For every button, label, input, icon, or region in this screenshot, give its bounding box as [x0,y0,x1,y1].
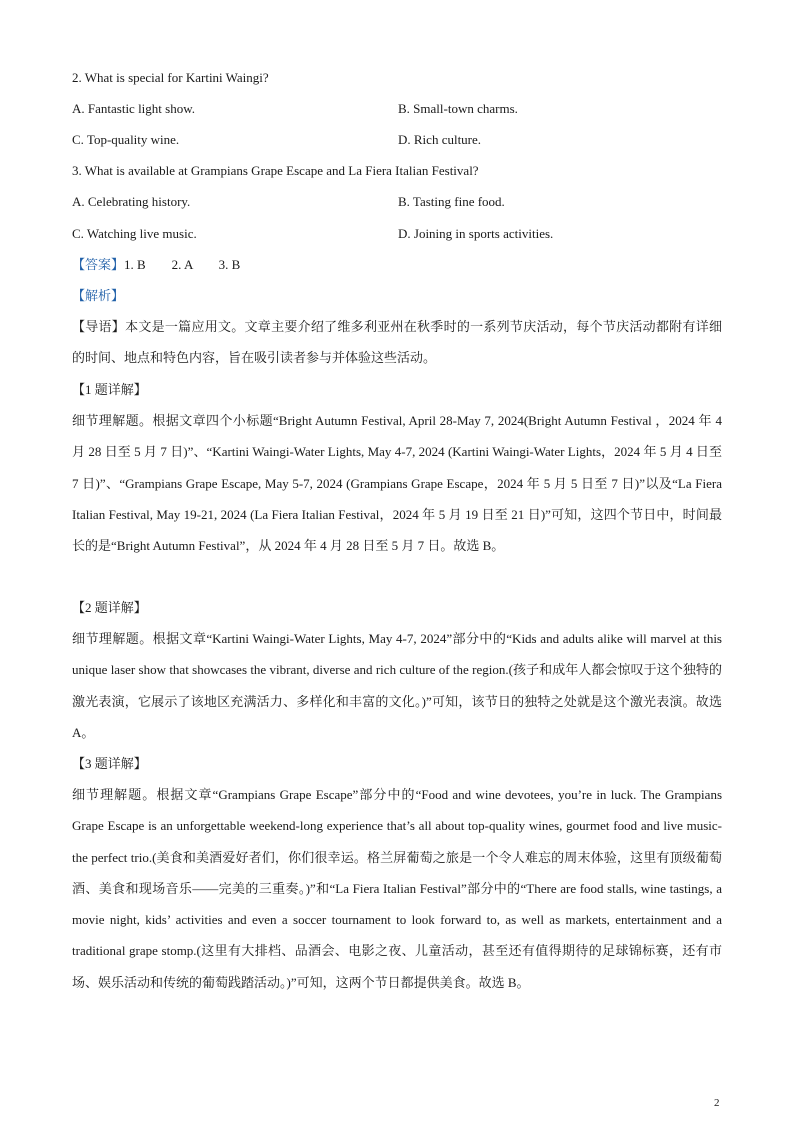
detail-1-paragraph: 细节理解题。根据文章四个小标题“Bright Autumn Festival, April 28-May 7, 2024(Bright Autumn Festival ，2024 年 4 月 28 日至 5 月 7 日)”、“Kartini Waingi-Water Lights, May 4-7, 2024 (Kartini Waingi-Water Lights，2024 年 5 月 4 日至 7 日)”、“Grampians Grape Escape, May 5-7, 2024 (Grampians Grape Escape，2024 年 5 月 5 日至 7 日)”以及“La Fiera Italian Festival, May 19-21, 2024 (La Fiera Italian Festival，2024 年 5 月 19 日至 21 日)”可知，这四个节日中，时间最长的是“Bright Autumn Festival”，从 2024 年 4 月 28 日至 5 月 7 日。故选 B。 [72,413,722,554]
answer-label: 【答案】 [72,257,125,272]
question-3-option-b: B. Tasting fine food. [398,194,505,209]
analysis-label: 【解析】 [72,288,125,303]
question-2-option-a: A. Fantastic light show. [72,101,196,116]
answer-line [72,256,240,274]
question-3-option-a: A. Celebrating history. [72,194,191,209]
detail-3-paragraph: 细节理解题。根据文章“Grampians Grape Escape”部分中的“Food and wine devotees, you’re in luck. The Grampians Grape Escape is an unforgettable weekend-long experience that’s all about top-quality wines, gourmet food and live music- the perfect trio.(美食和美酒爱好者们，你们很幸运。格兰屏葡萄之旅是一个令人难忘的周末体验，这里有顶级葡萄酒、美食和现场音乐——完美的三重奏。)”和“La Fiera Italian Festival”部分中的“There are food stalls, wine tastings, a movie night, kids’ activities and even a soccer tournament to look forward to, as well as markets, entertainment and a traditional grape stomp.(这里有大排档、品酒会、电影之夜、儿童活动，甚至还有值得期待的足球锦标赛，还有市场、娱乐活动和传统的葡萄践踏活动。)”可知，这两个节日都提供美食。故选 B。 [72,787,722,990]
detail-2-paragraph: 细节理解题。根据文章“Kartini Waingi-Water Lights, May 4-7, 2024”部分中的“Kids and adults alike will marvel at this unique laser show that showcases the vibrant, diverse and rich culture of the region.(孩子和成年人都会惊叹于这个独特的激光表演，它展示了该地区充满活力、多样化和丰富的文化。)”可知，该节日的独特之处就是这个激光表演。故选 A。 [72,631,722,740]
detail-3-label: 【3 题详解】 [72,756,147,771]
page-number: 2 [714,1097,720,1109]
question-2-option-c: C. Top-quality wine. [72,132,180,147]
question-3-option-c: C. Watching live music. [72,226,197,241]
question-3-stem: 3. What is available at Grampians Grape Escape and La Fiera Italian Festival? [72,163,479,178]
intro-paragraph [72,311,722,374]
question-2-option-d: D. Rich culture. [398,132,482,147]
answer-text: 1. B 2. A 3. B [124,257,241,272]
detail-1-label: 【1 题详解】 [72,382,147,397]
detail-2-label: 【2 题详解】 [72,600,147,615]
question-3-option-d: D. Joining in sports activities. [398,226,554,241]
intro-label: 【导语】 [72,319,126,334]
question-2-option-b: B. Small-town charms. [398,101,518,116]
question-2-stem: 2. What is special for Kartini Waingi? [72,70,269,85]
intro-text: 本文是一篇应用文。文章主要介绍了维多利亚州在秋季时的一系列节庆活动，每个节庆活动都附有详细的时间、地点和特色内容，旨在吸引读者参与并体验这些活动。 [72,319,722,366]
